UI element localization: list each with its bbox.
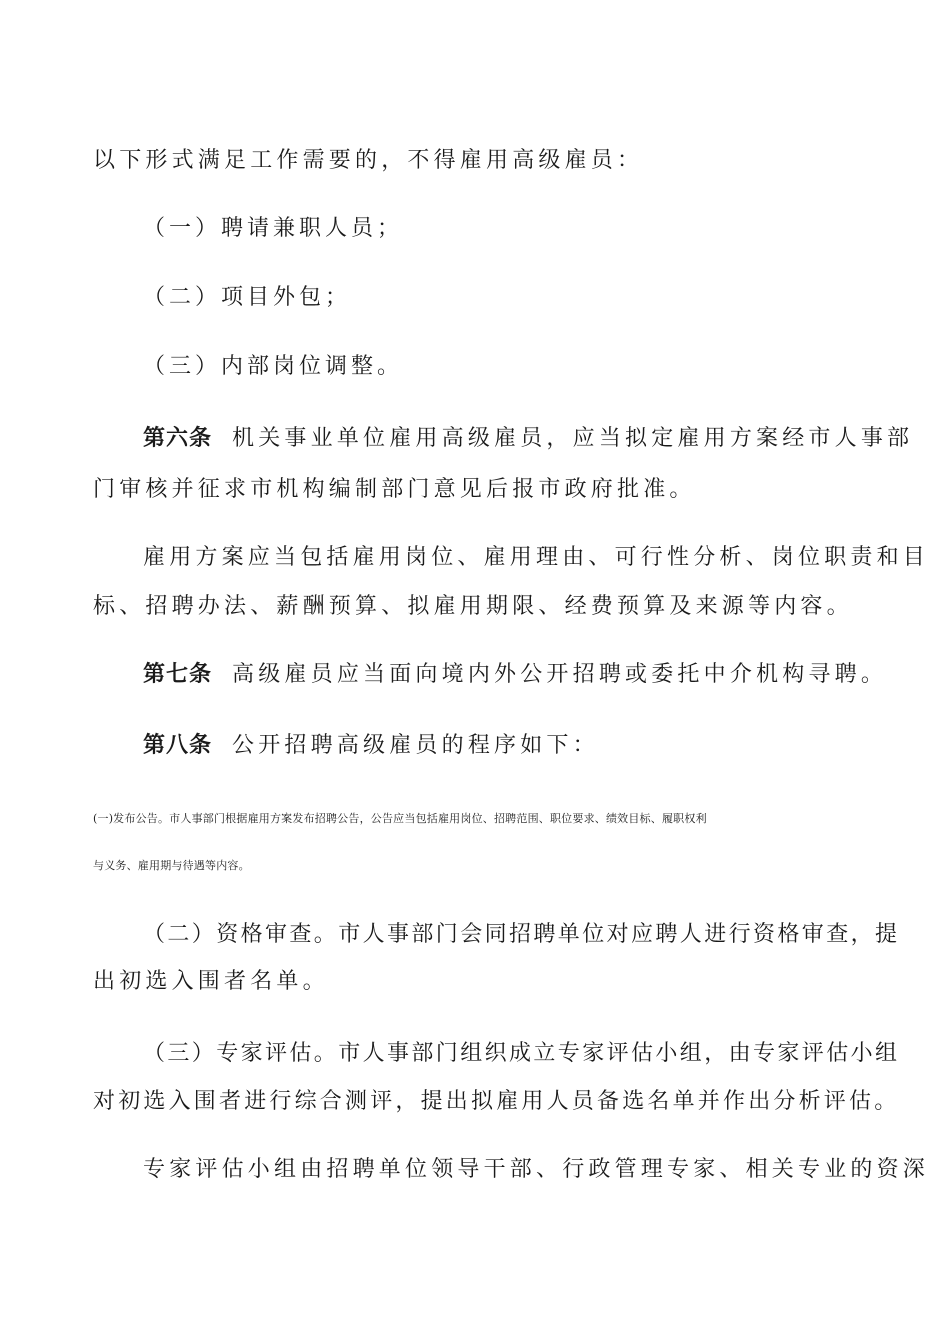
article-label: 第八条 bbox=[143, 733, 213, 758]
small-print-line: 与义务、雇用期与待遇等内容。 bbox=[93, 859, 250, 872]
article-7 bbox=[143, 660, 923, 690]
article-8 bbox=[143, 731, 923, 761]
article-text: 高级雇员应当面向境内外公开招聘或委托中介机构寻聘。 bbox=[232, 662, 888, 687]
list-item: （三）内部岗位调整。 bbox=[143, 354, 404, 379]
paragraph-line: （三）专家评估。市人事部门组织成立专家评估小组，由专家评估小组 bbox=[143, 1041, 900, 1066]
paragraph-line: （二）资格审查。市人事部门会同招聘单位对应聘人进行资格审查，提 bbox=[143, 922, 900, 947]
list-item: （一）聘请兼职人员； bbox=[143, 216, 404, 241]
article-6 bbox=[143, 424, 923, 454]
paragraph-line: 以下形式满足工作需要的，不得雇用高级雇员： bbox=[93, 148, 644, 173]
paragraph-line: 门审核并征求市机构编制部门意见后报市政府批准。 bbox=[93, 477, 696, 502]
paragraph-line: 雇用方案应当包括雇用岗位、雇用理由、可行性分析、岗位职责和目 bbox=[143, 545, 930, 570]
article-text: 机关事业单位雇用高级雇员，应当拟定雇用方案经市人事部 bbox=[232, 426, 914, 451]
paragraph-line: 专家评估小组由招聘单位领导干部、行政管理专家、相关专业的资深 bbox=[143, 1157, 930, 1182]
article-label: 第七条 bbox=[143, 662, 213, 687]
paragraph-line: 对初选入围者进行综合测评，提出拟雇用人员备选名单并作出分析评估。 bbox=[93, 1089, 900, 1114]
article-text: 公开招聘高级雇员的程序如下： bbox=[232, 733, 599, 758]
small-print-line: (一)发布公告。市人事部门根据雇用方案发布招聘公告，公告应当包括雇用岗位、招聘范围、职位要求、绩效目标、履职权利 bbox=[93, 812, 707, 825]
paragraph-line: 出初选入围者名单。 bbox=[93, 969, 329, 994]
article-label: 第六条 bbox=[143, 426, 213, 451]
list-item: （二）项目外包； bbox=[143, 285, 352, 310]
paragraph-line: 标、招聘办法、薪酬预算、拟雇用期限、经费预算及来源等内容。 bbox=[93, 594, 853, 619]
